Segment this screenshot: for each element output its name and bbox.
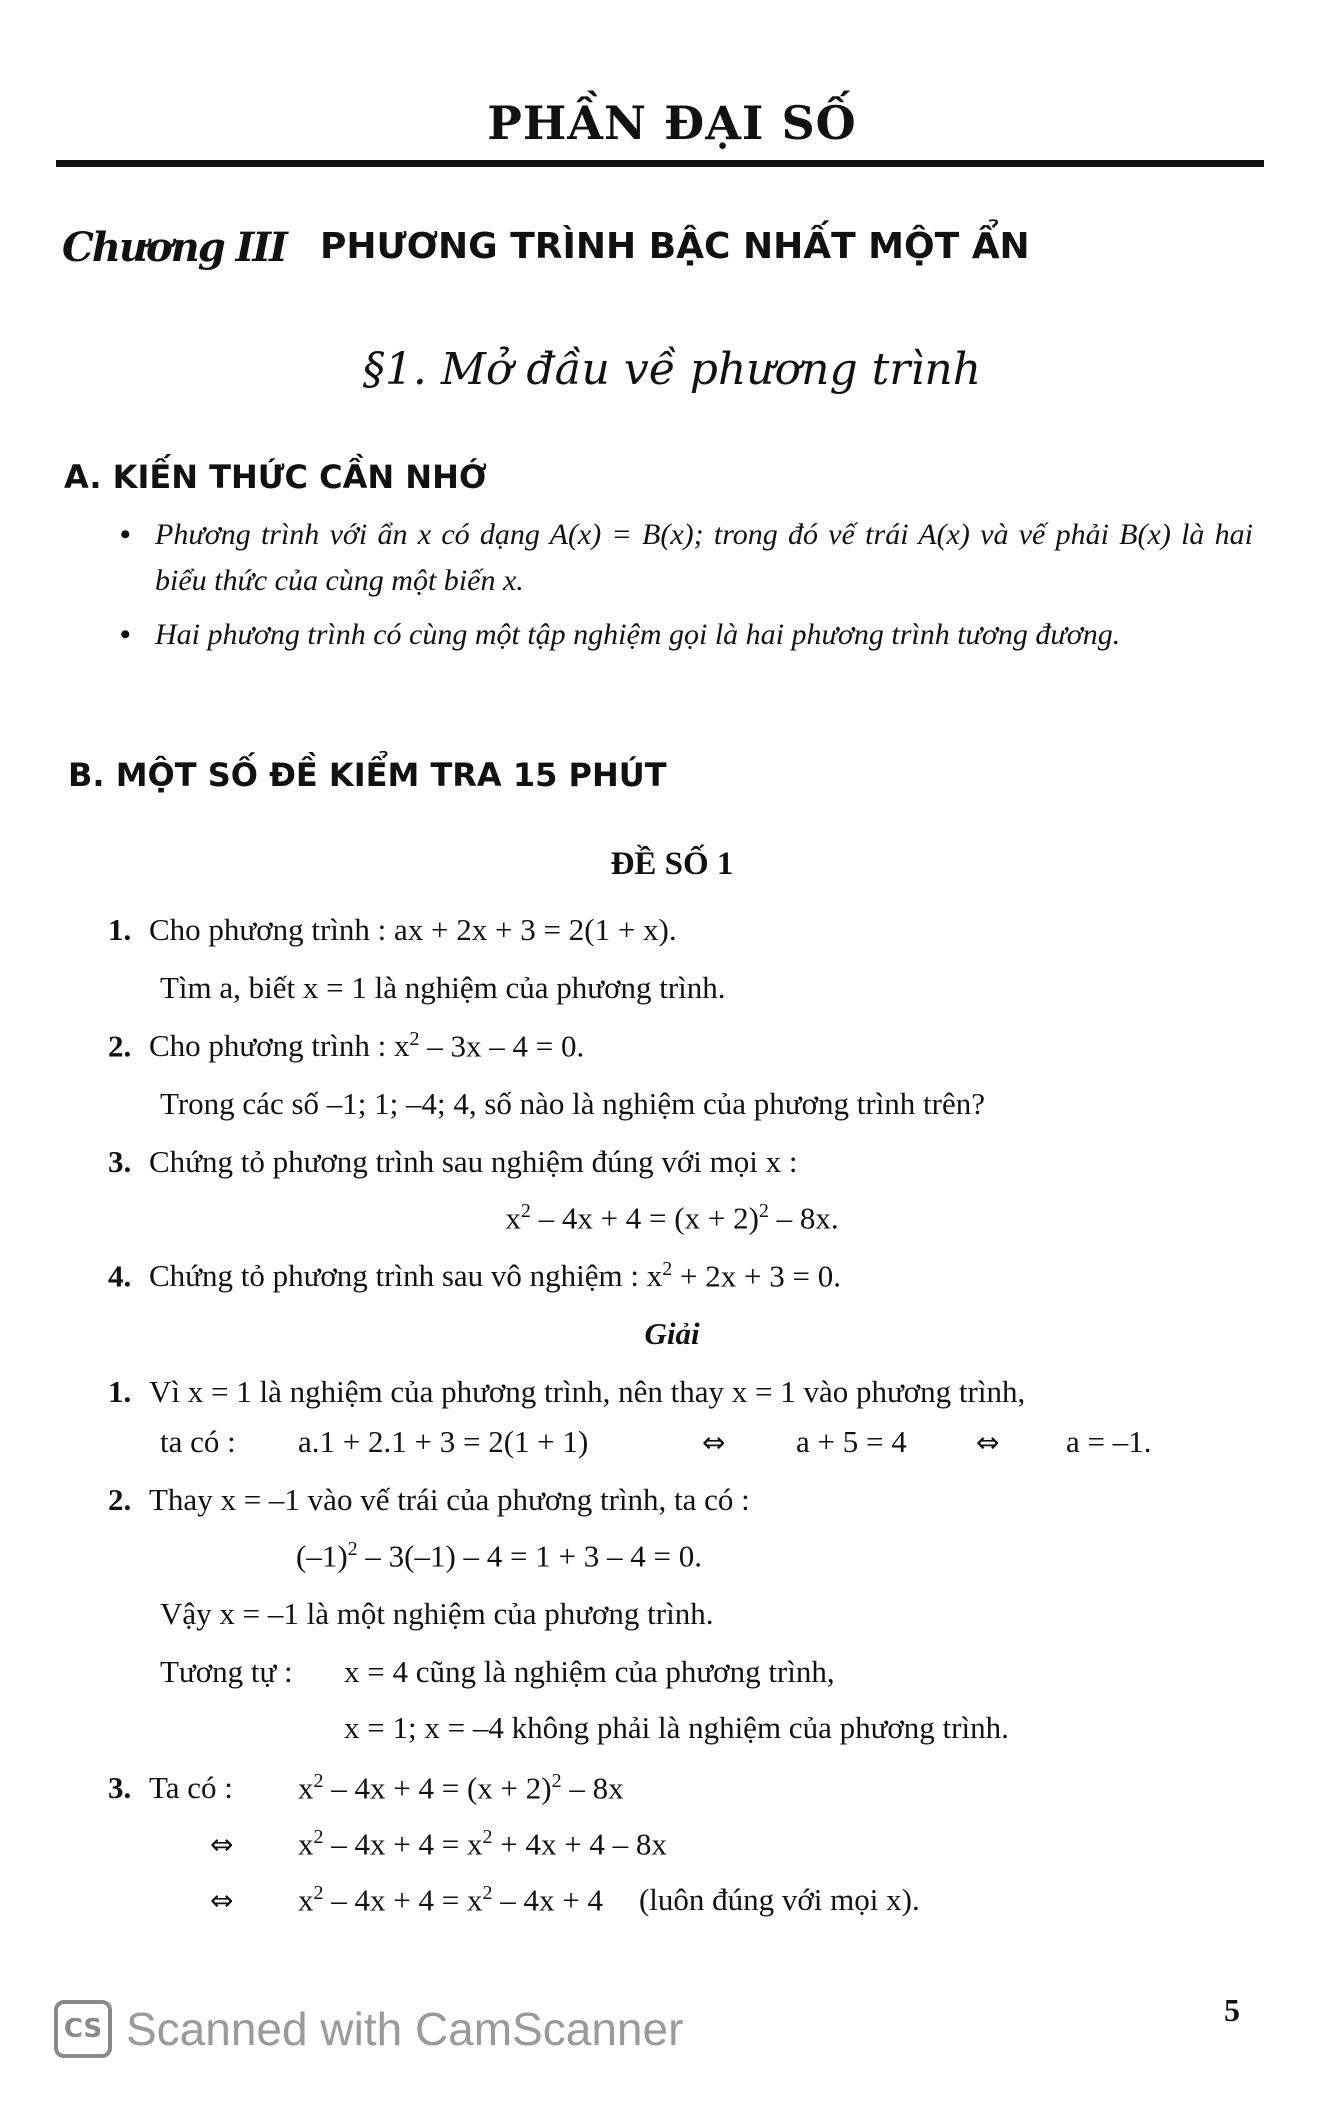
bullet-text-1: Phương trình với ẩn x có dạng A(x) = B(x); trong đó vế trái A(x) và vế phải B(x) là hai biểu thức của cùng một biến x. (155, 518, 1253, 597)
section-a-heading: A. KIẾN THỨC CẦN NHỚ (64, 458, 487, 496)
solution-3-row2 (298, 1826, 667, 1862)
camscanner-logo-icon: CS (54, 2000, 112, 2058)
solution-text: Ta có : (149, 1770, 233, 1805)
test-title: ĐỀ SỐ 1 (610, 846, 734, 882)
eq-part: – 3(–1) – 4 = 1 + 3 – 4 = 0. (357, 1538, 703, 1574)
problem-text: – 3x – 4 = 0. (419, 1028, 585, 1064)
chapter-label: Chương III (62, 224, 286, 271)
eq-part: – 4x + 4 = x (323, 1826, 483, 1862)
solution-2-tuong-tu: Tương tự : (160, 1654, 293, 1689)
problem-number: 3. (108, 1144, 132, 1179)
problem-2-line2: Trong các số –1; 1; –4; 4, số nào là nghiệm của phương trình trên? (160, 1086, 985, 1121)
eq-note: (luôn đúng với mọi x). (638, 1882, 920, 1918)
superscript: 2 (662, 1258, 673, 1280)
eq-part: + 4x + 4 – 8x (492, 1826, 667, 1862)
problem-text: + 2x + 3 = 0. (672, 1258, 841, 1294)
header-rule (56, 160, 1264, 167)
solution-2-line3: Vậy x = –1 là một nghiệm của phương trình. (160, 1596, 714, 1631)
superscript: 2 (520, 1200, 531, 1222)
problem-number: 1. (108, 912, 132, 947)
problem-1 (108, 912, 677, 948)
problem-3 (108, 1144, 798, 1180)
superscript: 2 (551, 1770, 562, 1792)
superscript: 2 (758, 1200, 769, 1222)
superscript: 2 (313, 1882, 324, 1904)
equiv-icon: ⇔ (702, 1426, 726, 1459)
eq-part: – 4x + 4 = (x + 2) (530, 1200, 759, 1236)
bullet-dot: • (120, 618, 131, 651)
chapter-title: PHƯƠNG TRÌNH BẬC NHẤT MỘT ẨN (320, 226, 1030, 267)
solution-1-eq2: a + 5 = 4 (796, 1424, 907, 1459)
eq-part: – 8x (561, 1770, 624, 1806)
problem-text: Cho phương trình : x (149, 1028, 410, 1064)
watermark-text: Scanned with CamScanner (126, 2003, 684, 2055)
problem-3-equation (0, 1200, 1344, 1236)
solution-1-eq3: a = –1. (1066, 1424, 1152, 1459)
eq-part: – 8x. (768, 1200, 839, 1236)
eq-part: – 4x + 4 = x (323, 1882, 483, 1918)
solution-3 (108, 1770, 233, 1806)
solution-1-ta-co: ta có : (160, 1424, 236, 1459)
superscript: 2 (409, 1028, 420, 1050)
solution-number: 2. (108, 1482, 132, 1517)
solution-2 (108, 1482, 750, 1518)
bullet-text-2: Hai phương trình có cùng một tập nghiệm gọi là hai phương trình tương đương. (155, 618, 1121, 651)
solution-number: 1. (108, 1374, 132, 1409)
solution-text: Thay x = –1 vào vế trái của phương trình, ta có : (149, 1482, 750, 1517)
solution-2-line5: x = 1; x = –4 không phải là nghiệm của phương trình. (344, 1710, 1009, 1745)
solution-2-equation (296, 1538, 702, 1574)
superscript: 2 (347, 1538, 358, 1560)
solution-1-eq1: a.1 + 2.1 + 3 = 2(1 + 1) (298, 1424, 589, 1459)
section-title: §1. Mở đầu về phương trình (362, 344, 982, 395)
problem-1-line2: Tìm a, biết x = 1 là nghiệm của phương trình. (160, 970, 726, 1005)
equiv-icon: ⇔ (210, 1828, 234, 1861)
eq-part: – 4x + 4 = (x + 2) (323, 1770, 552, 1806)
solution-3-row3 (298, 1882, 920, 1918)
superscript: 2 (482, 1826, 493, 1848)
superscript: 2 (313, 1826, 324, 1848)
eq-part: x (298, 1770, 314, 1806)
superscript: 2 (482, 1882, 493, 1904)
eq-part: (–1) (296, 1538, 348, 1574)
equiv-icon: ⇔ (210, 1884, 234, 1917)
eq-part: x (505, 1200, 521, 1236)
camscanner-watermark (54, 2000, 683, 2058)
equiv-icon: ⇔ (976, 1426, 1000, 1459)
solution-text: Vì x = 1 là nghiệm của phương trình, nên thay x = 1 vào phương trình, (149, 1374, 1026, 1409)
bullet-dot: • (120, 518, 131, 551)
solution-number: 3. (108, 1770, 132, 1805)
superscript: 2 (313, 1770, 324, 1792)
problem-text: Cho phương trình : ax + 2x + 3 = 2(1 + x). (149, 912, 677, 947)
section-b-heading: B. MỘT SỐ ĐỀ KIỂM TRA 15 PHÚT (68, 756, 667, 794)
problem-number: 4. (108, 1258, 132, 1294)
page-number: 5 (1224, 1992, 1240, 2028)
problem-text: Chứng tỏ phương trình sau nghiệm đúng với mọi x : (149, 1144, 798, 1179)
problem-text: Chứng tỏ phương trình sau vô nghiệm : x (149, 1258, 663, 1294)
problem-4 (108, 1258, 841, 1294)
solution-3-row1 (298, 1770, 624, 1806)
problem-number: 2. (108, 1028, 132, 1064)
eq-part: – 4x + 4 (492, 1882, 603, 1918)
part-title: PHẦN ĐẠI SỐ (487, 96, 857, 150)
solution-1 (108, 1374, 1025, 1410)
eq-part: x (298, 1882, 314, 1918)
problem-2 (108, 1028, 584, 1064)
eq-part: x (298, 1826, 314, 1862)
solution-title: Giải (644, 1316, 700, 1351)
solution-2-line4: x = 4 cũng là nghiệm của phương trình, (344, 1654, 835, 1689)
